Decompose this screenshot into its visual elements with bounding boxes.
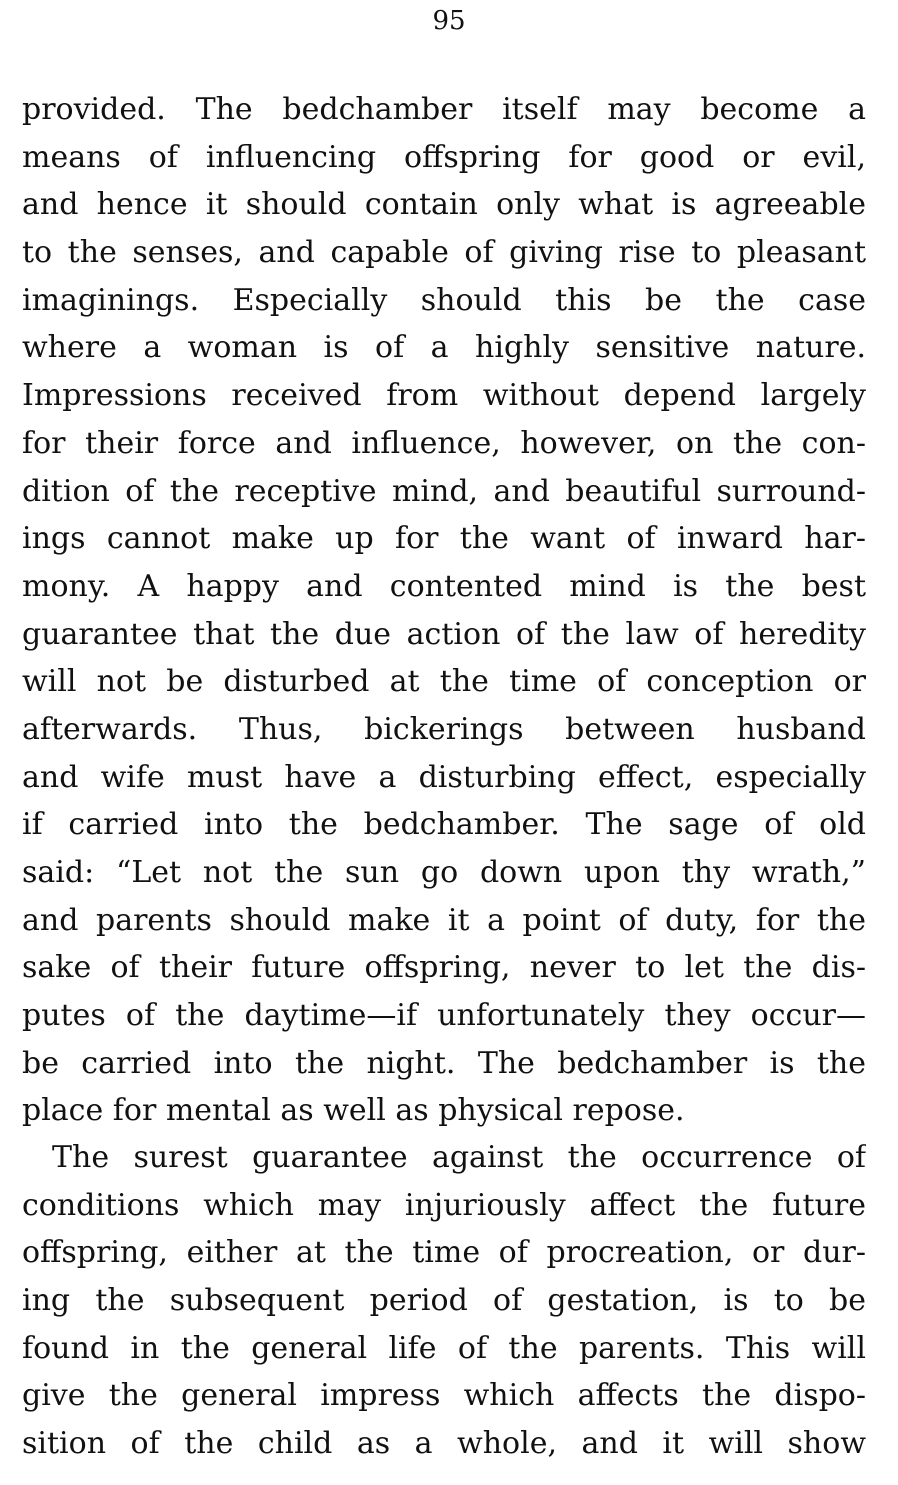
text-line: give the general impress which affects the dispo- (22, 1378, 866, 1414)
text-line: The surest guarantee against the occurrence of (52, 1140, 866, 1175)
text-line: ing the subsequent period of gestation, is to be (22, 1283, 866, 1319)
text-line: putes of the daytime—if unfortunately they occur— (22, 998, 866, 1034)
page-number: 95 (432, 6, 466, 36)
text-line: for their force and influence, however, on the con- (22, 425, 866, 461)
text-line: ings cannot make up for the want of inward har- (22, 521, 866, 557)
text-line: Impressions received from without depend largely (22, 378, 866, 414)
text-line: afterwards. Thus, bickerings between husband (22, 711, 866, 747)
text-line: dition of the receptive mind, and beautiful surround- (22, 473, 866, 509)
text-line: sake of their future offspring, never to let the dis- (22, 950, 866, 986)
text-line: and wife must have a disturbing effect, especially (22, 759, 866, 795)
text-line: where a woman is of a highly sensitive nature. (22, 330, 866, 366)
text-line: to the senses, and capable of giving rise to pleasant (22, 235, 866, 271)
text-line: said: “Let not the sun go down upon thy wrath,” (22, 855, 866, 890)
text-line: place for mental as well as physical repose. (22, 1093, 685, 1129)
text-line: conditions which may injuriously affect the future (22, 1187, 866, 1223)
text-line: mony. A happy and contented mind is the best (22, 568, 866, 604)
text-line: guarantee that the due action of the law of heredity (22, 616, 866, 652)
text-line: sition of the child as a whole, and it will show (22, 1426, 866, 1462)
paragraph-2 (22, 1134, 866, 1468)
text-line: found in the general life of the parents. This will (22, 1330, 866, 1366)
text-line: and parents should make it a point of duty, for the (22, 902, 866, 938)
text-line: be carried into the night. The bedchamber is the (22, 1045, 866, 1081)
text-line: provided. The bedchamber itself may become a (22, 92, 866, 127)
text-line: means of influencing offspring for good or evil, (22, 139, 866, 175)
paragraph-1 (22, 86, 866, 1135)
text-line: will not be disturbed at the time of conception or (22, 664, 866, 700)
text-line: if carried into the bedchamber. The sage of old (22, 807, 866, 843)
text-line: offspring, either at the time of procreation, or dur- (22, 1235, 866, 1271)
text-line: imaginings. Especially should this be the case (22, 282, 866, 318)
text-line: and hence it should contain only what is agreeable (22, 187, 866, 223)
